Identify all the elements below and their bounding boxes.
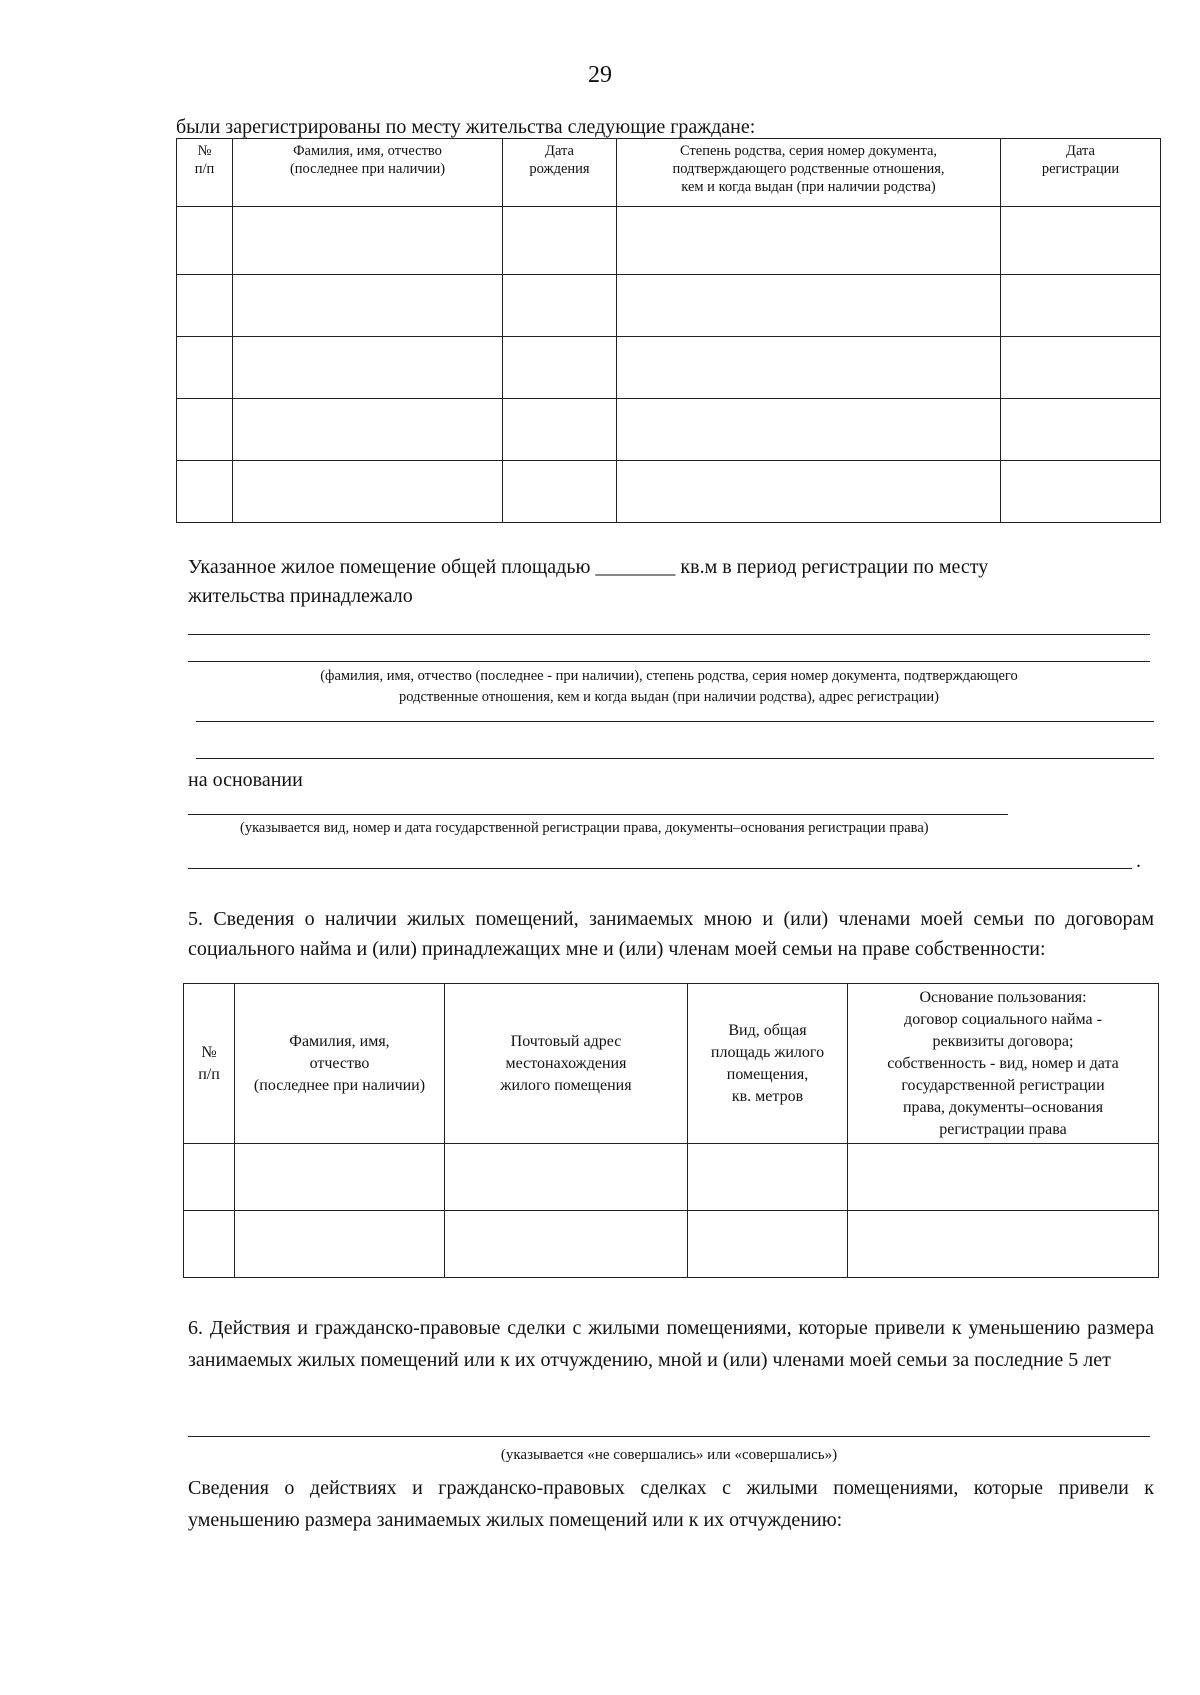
table-cell[interactable] <box>233 399 503 461</box>
actions-hint: (указывается «не совершались» или «совершались») <box>500 1447 838 1463</box>
table-cell[interactable] <box>617 207 1001 275</box>
header-cell-usage-basis: Основание пользования: договор социального найма - реквизиты договора; собственность - вид, номер и дата государственной регистрации права, документы–основания регистрации права <box>848 984 1159 1144</box>
header-cell-number: № п/п <box>177 139 233 207</box>
table-row <box>177 461 1161 523</box>
table-row <box>184 1211 1159 1278</box>
header-cell-type-area: Вид, общая площадь жилого помещения, кв. метров <box>688 984 848 1144</box>
header-cell-full-name: Фамилия, имя, отчество (последнее при наличии) <box>233 139 503 207</box>
owner-input-line-1[interactable] <box>188 634 1150 635</box>
table-cell[interactable] <box>233 337 503 399</box>
section6-info: Сведения о действиях и гражданско-правовых сделках с жилыми помещениями, которые привели к уменьшению размера занимаемых жилых помещений или к их отчуждению: <box>188 1477 1154 1531</box>
owner-input-line-3[interactable] <box>196 721 1154 722</box>
table-cell[interactable] <box>1001 207 1161 275</box>
table-cell[interactable] <box>233 461 503 523</box>
table-cell[interactable] <box>617 275 1001 337</box>
table-cell[interactable] <box>184 1211 235 1278</box>
table-row <box>177 399 1161 461</box>
table-row <box>177 337 1161 399</box>
section6-title: 6. Действия и гражданско-правовые сделки с жилыми помещениями, которые привели к уменьшению размера занимаемых жилых помещений или к их отчуждению, мной и (или) членами моей семьи за последние 5 лет <box>188 1317 1154 1371</box>
area-input[interactable]: ________ <box>595 556 676 578</box>
table-cell[interactable] <box>617 337 1001 399</box>
table-cell[interactable] <box>848 1144 1159 1211</box>
intro-text: были зарегистрированы по месту жительства следующие граждане: <box>176 116 756 138</box>
area-sentence-line2: жительства принадлежало <box>188 585 413 607</box>
header-cell-registration-date: Дата регистрации <box>1001 139 1161 207</box>
area-sentence-start: Указанное жилое помещение общей площадью <box>188 556 591 578</box>
header-cell-postal-address: Почтовый адрес местонахождения жилого помещения <box>445 984 688 1144</box>
table-cell[interactable] <box>1001 461 1161 523</box>
table-cell[interactable] <box>445 1211 688 1278</box>
table-cell[interactable] <box>445 1144 688 1211</box>
table-cell[interactable] <box>235 1144 445 1211</box>
table-cell[interactable] <box>177 461 233 523</box>
registered-citizens-table <box>176 138 1161 523</box>
actions-input-line[interactable] <box>188 1436 1150 1437</box>
table-cell[interactable] <box>233 207 503 275</box>
table-row <box>184 1144 1159 1211</box>
table-row <box>177 275 1161 337</box>
table-cell[interactable] <box>503 337 617 399</box>
header-cell-birth-date: Дата рождения <box>503 139 617 207</box>
table-header-row <box>177 139 1161 207</box>
header-cell-full-name: Фамилия, имя, отчество (последнее при наличии) <box>235 984 445 1144</box>
table-cell[interactable] <box>688 1144 848 1211</box>
basis-input-line-1[interactable] <box>188 814 1008 815</box>
table-cell[interactable] <box>617 461 1001 523</box>
owner-input-line-4[interactable] <box>196 758 1154 759</box>
owner-input-line-2[interactable] <box>188 661 1150 662</box>
table-cell[interactable] <box>1001 337 1161 399</box>
basis-label: на основании <box>188 769 303 791</box>
basis-hint: (указывается вид, номер и дата государственной регистрации права, документы–основания регистрации права) <box>240 820 929 836</box>
table-cell[interactable] <box>617 399 1001 461</box>
table-header-row <box>184 984 1159 1144</box>
owner-hint: (фамилия, имя, отчество (последнее - при наличии), степень родства, серия номер документа, подтверждающего родственные отношения, кем и когда выдан (при наличии родства), адрес регистрации) <box>320 668 1018 705</box>
table-cell[interactable] <box>503 461 617 523</box>
table-cell[interactable] <box>503 399 617 461</box>
dwellings-table <box>183 983 1159 1278</box>
table-cell[interactable] <box>177 399 233 461</box>
table-cell[interactable] <box>177 337 233 399</box>
table-cell[interactable] <box>688 1211 848 1278</box>
header-cell-number: № п/п <box>184 984 235 1144</box>
table-cell[interactable] <box>1001 399 1161 461</box>
basis-input-line-2[interactable] <box>188 868 1132 869</box>
header-cell-kinship-document: Степень родства, серия номер документа, подтверждающего родственные отношения, кем и когда выдан (при наличии родства) <box>617 139 1001 207</box>
table-cell[interactable] <box>184 1144 235 1211</box>
table-cell[interactable] <box>233 275 503 337</box>
table-cell[interactable] <box>848 1211 1159 1278</box>
table-cell[interactable] <box>177 275 233 337</box>
table-cell[interactable] <box>235 1211 445 1278</box>
table-cell[interactable] <box>177 207 233 275</box>
basis-end-period: . <box>1136 850 1141 872</box>
area-sentence-end: кв.м в период регистрации по месту <box>680 556 989 578</box>
table-cell[interactable] <box>503 275 617 337</box>
section5-title: 5. Сведения о наличии жилых помещений, занимаемых мною и (или) членами моей семьи по договорам социального найма и (или) принадлежащих мне и (или) членам моей семьи на праве собственности: <box>188 908 1154 960</box>
table-cell[interactable] <box>503 207 617 275</box>
table-row <box>177 207 1161 275</box>
page-number: 29 <box>588 62 612 88</box>
table-cell[interactable] <box>1001 275 1161 337</box>
area-sentence <box>188 553 1154 581</box>
